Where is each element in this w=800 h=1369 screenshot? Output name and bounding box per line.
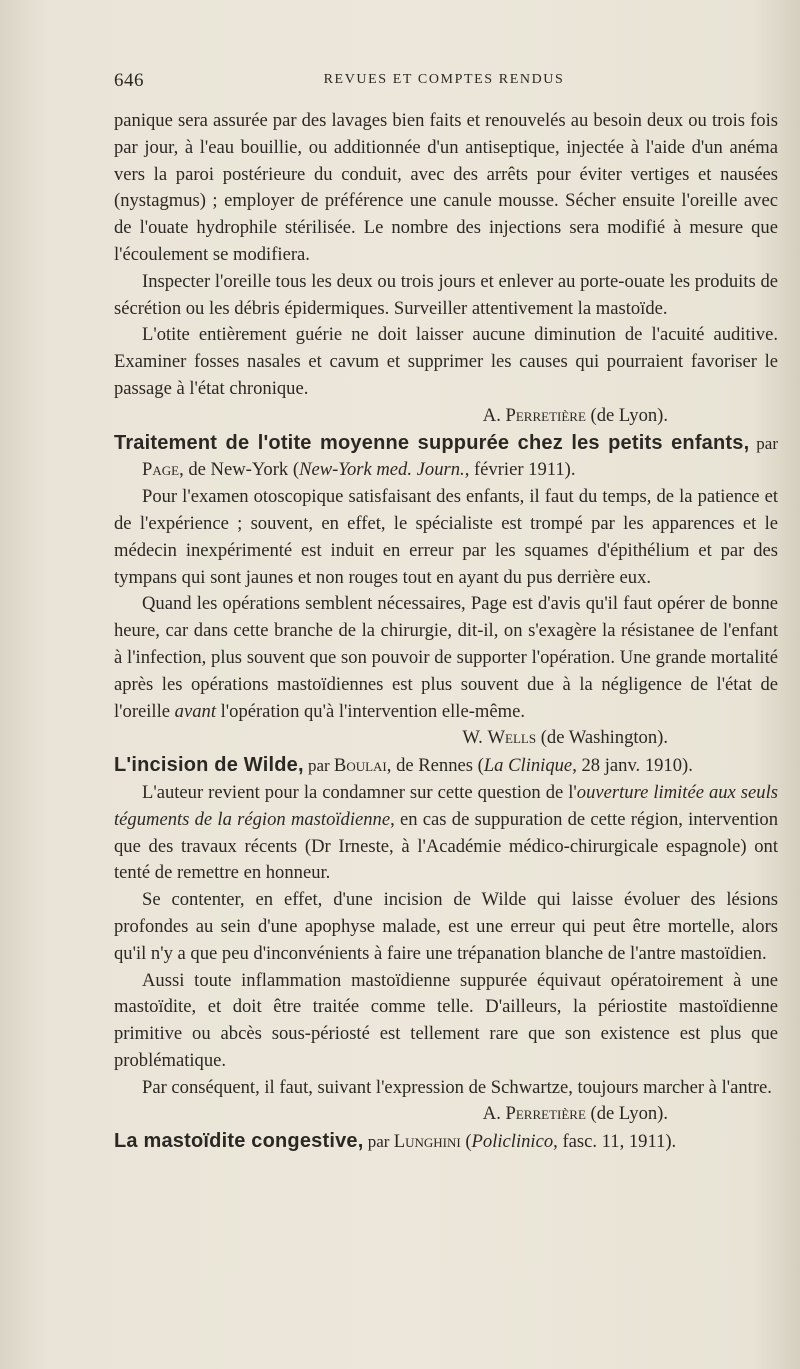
signature	[114, 403, 778, 430]
page-body	[114, 108, 778, 1156]
article-title: L'incision de Wilde,	[114, 754, 304, 777]
article-author: Lunghini	[393, 1131, 461, 1153]
article-ref: , de New-York (	[179, 459, 300, 481]
article-journal: New-York med. Journ.	[299, 459, 465, 481]
paragraph	[114, 780, 778, 887]
signature-name: Perretière	[505, 1103, 586, 1125]
signature-initial: A.	[482, 1103, 501, 1125]
text-run: l'opération qu'à l'intervention elle-même.	[215, 700, 525, 722]
text-run: L'auteur revient pour la condamner sur cette question de l'	[142, 781, 577, 803]
paragraph: L'otite entièrement guérie ne doit laisser aucune diminution de l'acuité auditive. Examiner fosses nasales et cavum et supprimer les causes qui pourraient favoriser le passage à l'état chronique.	[114, 324, 778, 399]
article-ref: , 28 janv. 1910).	[572, 755, 693, 777]
emphasis: avant	[174, 700, 216, 722]
paragraph	[114, 591, 778, 725]
article-title: Traitement de l'otite moyenne suppurée chez les petits enfants,	[114, 431, 750, 454]
article-by: par	[303, 756, 334, 776]
article-author: Boulai	[333, 755, 387, 777]
paragraph: Aussi toute inflammation mastoïdienne suppurée équivaut opératoirement à une mastoïdite, et doit être traitée comme telle. D'ailleurs, la périostite mastoïdienne primitive ou abcès sous-périosté est tellement rare que son existence est plus que problématique.	[114, 969, 778, 1071]
signature	[114, 1101, 778, 1128]
paragraph: Inspecter l'oreille tous les deux ou trois jours et enlever au porte-ouate les produits de sécrétion ou les débris épidermiques. Surveiller attentivement la mastoïde.	[114, 270, 778, 319]
signature-place: (de Washington).	[540, 727, 668, 749]
paragraph-continued: panique sera assurée par des lavages bien faits et renouvelés au besoin deux ou trois fois par jour, à l'eau bouillie, ou additionnée d'un antiseptique, injectée à l'aide d'un anéma vers la paroi postérieure du conduit, avec des arrêts pour éviter vertiges et nausées (nystagmus) ; employer de préférence une canule mousse. Sécher ensuite l'oreille avec de l'ouate hydrophile stérilisée. Le nombre des injections sera modifié à mesure que l'écoulement se modifiera.	[114, 110, 778, 265]
article-heading	[114, 1128, 778, 1156]
signature-name: Perretière	[505, 404, 586, 426]
signature-name: Wells	[487, 727, 537, 749]
text-run: Quand les opérations semblent nécessaires, Page est d'avis qu'il faut opérer de bonne heure, car dans cette branche de la chirurgie, dit-il, on s'exagère la résistanee de l'enfant à l'infection, plus souvent que son pouvoir de supporter l'opération. Une grande mortalité après les opérations mastoïdiennes est plus souvent due à la négligence de l'état de l'oreille	[114, 593, 778, 722]
article-author: Page	[142, 459, 180, 481]
signature-initial: W.	[462, 727, 483, 749]
article-heading	[114, 430, 778, 485]
article-title: La mastoïdite congestive,	[114, 1130, 364, 1153]
article-ref: (	[460, 1131, 472, 1153]
running-head: REVUES ET COMPTES RENDUS	[323, 72, 565, 87]
signature	[114, 725, 778, 752]
article-journal: La Clinique	[483, 755, 573, 777]
signature-initial: A.	[482, 404, 501, 426]
emphasis: ouverture limitée aux seuls téguments de la région mastoïdienne	[114, 781, 778, 830]
article-journal: Policlinico	[471, 1131, 554, 1153]
article-by: par	[363, 1132, 394, 1152]
article-ref: , de Rennes (	[386, 755, 484, 777]
article-ref: , février 1911).	[464, 459, 576, 481]
page-number: 646	[114, 70, 144, 91]
article-heading	[114, 752, 778, 780]
paragraph: Pour l'examen otoscopique satisfaisant des enfants, il faut du temps, de la patience et de l'expérience ; souvent, en effet, le spécialiste est trompé par les apparences et le médecin inexpérimenté est induit en erreur par les squames d'épithélium et par des tympans qui sont jaunes et non rouges tout en ayant du pus derrière eux.	[114, 486, 778, 588]
signature-place: (de Lyon).	[590, 1103, 668, 1125]
article-ref: , fasc. 11, 1911).	[553, 1131, 677, 1153]
paragraph: Par conséquent, il faut, suivant l'expression de Schwartze, toujours marcher à l'antre.	[142, 1076, 772, 1098]
article-by: par	[749, 433, 778, 453]
text-run: , en cas de suppuration de cette région, intervention que des travaux récents (Dr Irneste, à l'Académie médico-chirurgicale espagnole) ont tenté de remettre en honneur.	[114, 808, 778, 884]
page-header	[114, 62, 774, 98]
signature-place: (de Lyon).	[590, 404, 668, 426]
paragraph: Se contenter, en effet, d'une incision de Wilde qui laisse évoluer des lésions profondes au sein d'une apophyse malade, est une erreur qui peut être mortelle, alors qu'il n'y a que peu d'inconvénients à faire une trépanation blanche de l'antre mastoïdien.	[114, 889, 778, 964]
